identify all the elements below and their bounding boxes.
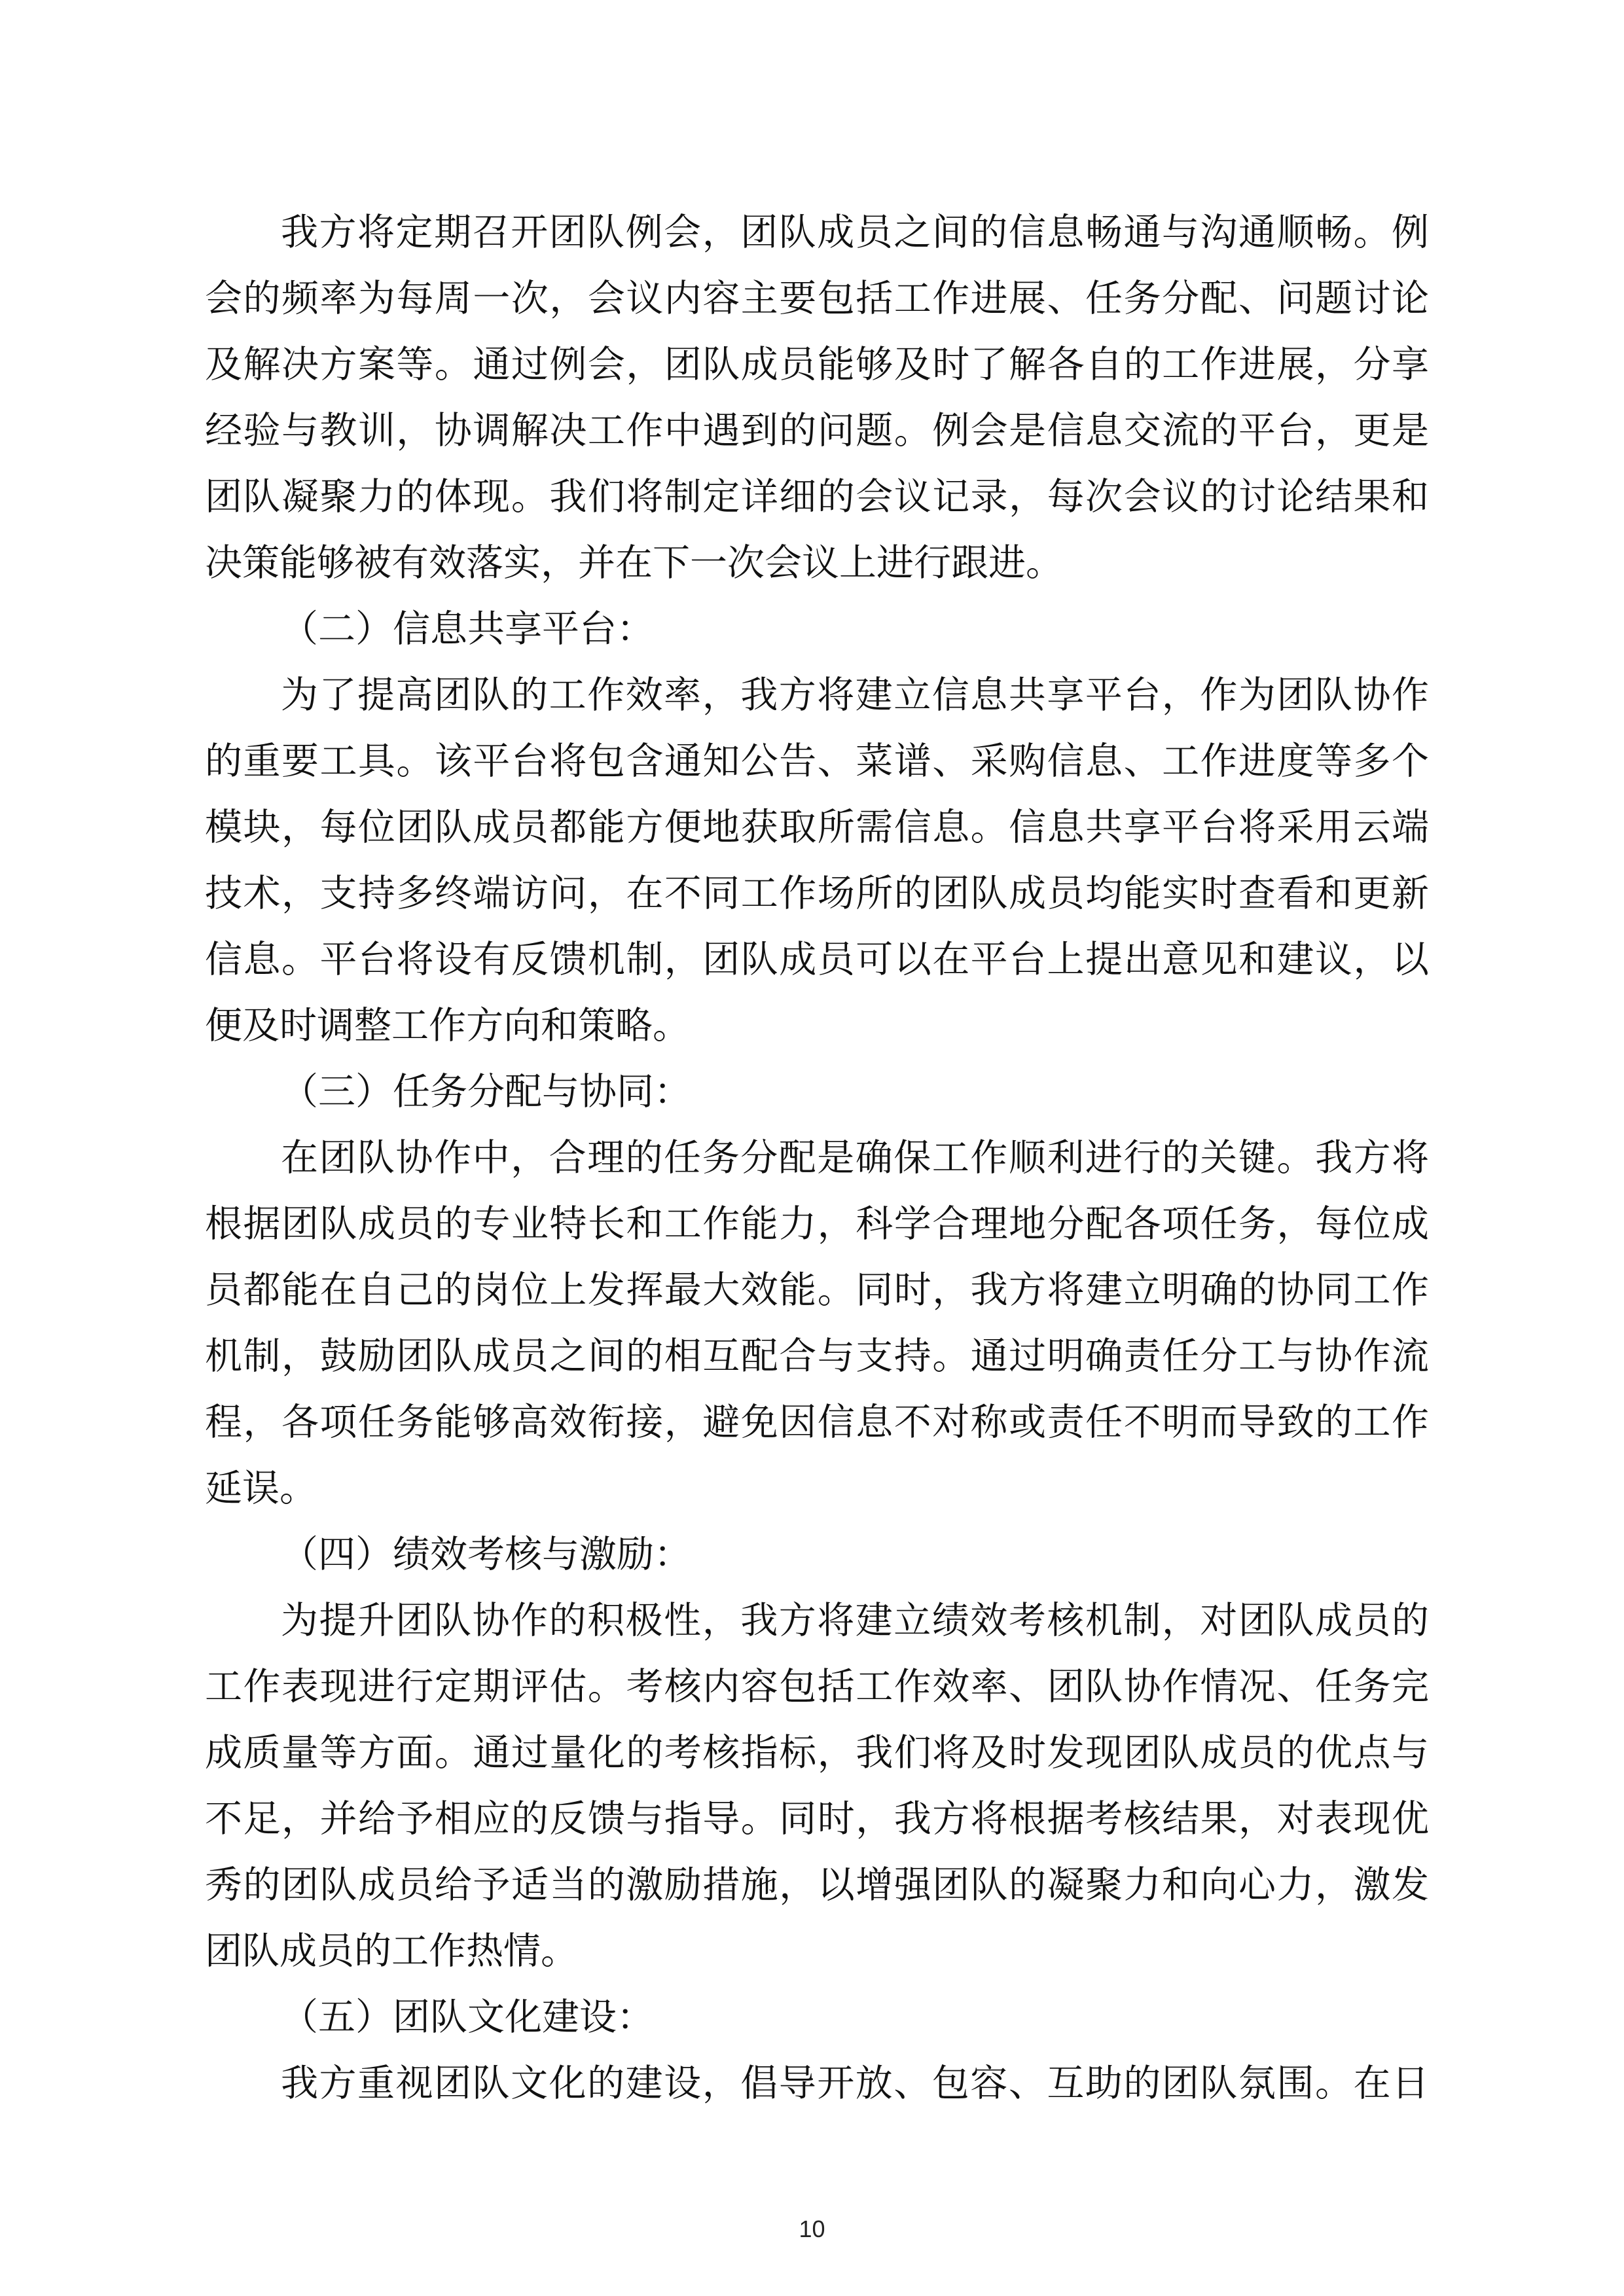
text-line: 为提升团队协作的积极性，我方将建立绩效考核机制，对团队成员的 (281, 1599, 1429, 1642)
text-line: 为了提高团队的工作效率，我方将建立信息共享平台，作为团队协作 (281, 673, 1429, 717)
text-line: 的重要工具。该平台将包含通知公告、菜谱、采购信息、工作进度等多个 (205, 740, 1429, 783)
paragraph-performance (205, 1588, 1429, 1984)
text-line: 会的频率为每周一次，会议内容主要包括工作进展、任务分配、问题讨论 (205, 277, 1429, 320)
text-line: 模块，每位团队成员都能方便地获取所需信息。信息共享平台将采用云端 (205, 806, 1429, 849)
text-line: 不足，并给予相应的反馈与指导。同时，我方将根据考核结果，对表现优 (205, 1797, 1429, 1840)
text-line: 程，各项任务能够高效衔接，避免因信息不对称或责任不明而导致的工作 (205, 1401, 1429, 1444)
text-line: 工作表现进行定期评估。考核内容包括工作效率、团队协作情况、任务完 (205, 1665, 1429, 1708)
text-line: 我方重视团队文化的建设，倡导开放、包容、互助的团队氛围。在日 (281, 2062, 1429, 2105)
paragraph-task-allocation (205, 1125, 1429, 1522)
section-heading: （五）团队文化建设： (281, 1996, 654, 2039)
text-line: 员都能在自己的岗位上发挥最大效能。同时，我方将建立明确的协同工作 (205, 1268, 1429, 1312)
text-line: 秀的团队成员给予适当的激励措施，以增强团队的凝聚力和向心力，激发 (205, 1863, 1429, 1907)
section-heading: （三）任务分配与协同： (281, 1070, 691, 1113)
paragraph-info-sharing (205, 662, 1429, 1059)
text-line: 成质量等方面。通过量化的考核指标，我们将及时发现团队成员的优点与 (205, 1731, 1429, 1774)
paragraph-team-culture (205, 2051, 1429, 2117)
page-number: 10 (799, 2215, 825, 2242)
text-line: 在团队协作中，合理的任务分配是确保工作顺利进行的关键。我方将 (281, 1136, 1429, 1179)
text-line: 团队凝聚力的体现。我们将制定详细的会议记录，每次会议的讨论结果和 (205, 475, 1429, 518)
text-line: 信息。平台将设有反馈机制，团队成员可以在平台上提出意见和建议，以 (205, 938, 1429, 981)
text-line: 技术，支持多终端访问，在不同工作场所的团队成员均能实时查看和更新 (205, 872, 1429, 915)
text-line: 根据团队成员的专业特长和工作能力，科学合理地分配各项任务，每位成 (205, 1202, 1429, 1246)
text-line: 经验与教训，协调解决工作中遇到的问题。例会是信息交流的平台，更是 (205, 409, 1429, 452)
document-body (205, 200, 1429, 2117)
text-line: 决策能够被有效落实，并在下一次会议上进行跟进。 (205, 541, 1063, 584)
text-line: 及解决方案等。通过例会，团队成员能够及时了解各自的工作进展，分享 (205, 343, 1429, 386)
text-line: 我方将定期召开团队例会，团队成员之间的信息畅通与沟通顺畅。例 (281, 211, 1429, 254)
paragraph-weekly-meeting (205, 200, 1429, 596)
text-line: 机制，鼓励团队成员之间的相互配合与支持。通过明确责任分工与协作流 (205, 1335, 1429, 1378)
text-line: 便及时调整工作方向和策略。 (205, 1004, 690, 1047)
text-line: 延误。 (205, 1467, 317, 1510)
section-heading: （四）绩效考核与激励： (281, 1533, 691, 1576)
section-heading: （二）信息共享平台： (281, 607, 654, 651)
text-line: 团队成员的工作热情。 (205, 1929, 578, 1973)
